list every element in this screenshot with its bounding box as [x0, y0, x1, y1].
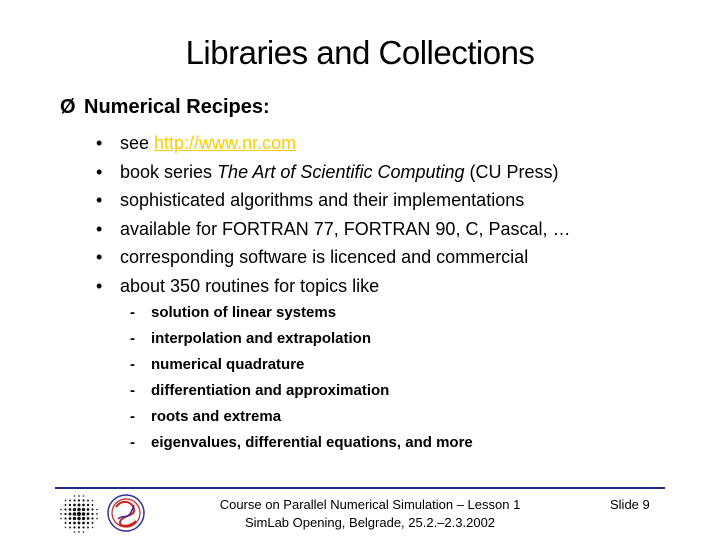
logo-dot [69, 500, 71, 502]
logo-dot [73, 526, 75, 528]
logo-dot [74, 531, 76, 533]
bullet-dot: • [96, 275, 103, 296]
logo-dot [87, 522, 89, 524]
logo-dot [65, 500, 66, 501]
sub-item [130, 430, 473, 456]
footer-line-2: SimLab Opening, Belgrade, 25.2.–2.3.2002 [244, 515, 496, 530]
slide-number: Slide 9 [610, 497, 650, 512]
logo-dot [78, 531, 80, 533]
bullet-text: see [120, 133, 155, 153]
logo-dot [73, 517, 76, 520]
book-title: The Art of Scientific Computing [217, 161, 465, 182]
logo-dot [77, 508, 81, 512]
sub-dash: - [130, 304, 135, 321]
logo-dot [60, 513, 62, 515]
logo-dot [83, 531, 85, 533]
logo-dot [73, 504, 76, 507]
logo-dot [78, 499, 80, 501]
logo-dot [87, 500, 89, 502]
logo-dot [82, 504, 85, 507]
logo-dot [69, 517, 72, 520]
logo-dot [73, 522, 76, 525]
bullet-text: sophisticated algorithms and their implementations [120, 190, 525, 211]
logo-dot [69, 508, 72, 511]
logo-dot [92, 504, 94, 506]
logo-dot [87, 508, 90, 511]
bullet-item [96, 129, 570, 158]
bullet-dot: • [96, 218, 103, 239]
footer-course-info [180, 496, 560, 532]
footer-divider [55, 487, 665, 489]
bullet-list [96, 129, 570, 301]
sub-item-text: numerical quadrature [151, 356, 305, 373]
logo-dot [69, 527, 71, 529]
sub-item-text: roots and extrema [151, 408, 282, 425]
logo-dot [96, 518, 98, 520]
dot-grid-logo-icon [58, 493, 100, 535]
logo-dot [77, 512, 81, 516]
logo-dot [92, 500, 93, 501]
sub-dash: - [130, 330, 135, 347]
sub-item-text: solution of linear systems [151, 304, 337, 321]
sub-item [130, 352, 473, 378]
logo-dot [96, 513, 98, 515]
logo-dot [91, 513, 93, 515]
logo-dot [82, 526, 84, 528]
logo-dot [78, 495, 80, 497]
logo-dot [87, 517, 90, 520]
logo-dot [73, 512, 77, 516]
logo-dot [78, 504, 81, 507]
logo-dot [87, 527, 89, 529]
sub-item-text: eigenvalues, differential equations, and more [151, 434, 473, 451]
nr-link[interactable]: http://www.nr.com [154, 133, 297, 153]
logo-dot [91, 517, 93, 519]
sub-dash: - [130, 434, 135, 451]
logo-dot [92, 522, 94, 524]
logo-dot [78, 526, 80, 528]
sub-dash: - [130, 382, 135, 399]
sub-dash: - [130, 408, 135, 425]
logo-dot [64, 517, 66, 519]
logo-dot [96, 509, 98, 511]
logo-dot [74, 495, 76, 497]
sub-item [130, 404, 473, 430]
sub-item [130, 300, 473, 326]
sub-dash: - [130, 356, 135, 373]
logo-dot [60, 509, 62, 511]
bullet-dot: • [96, 247, 103, 268]
logo-dot [64, 508, 66, 510]
section-heading-text: Numerical Recipes: [84, 96, 270, 118]
logo-dot [87, 504, 89, 506]
logo-dot [83, 495, 85, 497]
bullet-item [96, 158, 570, 187]
section-heading [60, 96, 270, 119]
logo-dot [69, 513, 72, 516]
sub-item [130, 326, 473, 352]
footer-line-1: Course on Parallel Numerical Simulation – Lesson 1 [219, 497, 521, 512]
logo-dot [65, 504, 67, 506]
sub-item [130, 378, 473, 404]
logo-dot [87, 513, 90, 516]
logo-dot [82, 517, 85, 520]
bullet-item [96, 272, 570, 301]
sub-item-text: interpolation and extrapolation [151, 330, 372, 347]
logo-dot [69, 504, 71, 506]
bullet-text: available for FORTRAN 77, FORTRAN 90, C, Pascal, … [120, 218, 571, 239]
logo-dot [65, 522, 67, 524]
logo-dot [73, 499, 75, 501]
bullet-dot: • [96, 190, 103, 211]
logo-dot [92, 527, 93, 528]
logo-dot [64, 513, 66, 515]
bullet-item [96, 215, 570, 244]
bullet-text: book series [120, 161, 218, 182]
logo-dot [69, 522, 71, 524]
logo-dot [73, 508, 76, 511]
logo-dot [82, 508, 85, 511]
simlab-logo-icon [106, 493, 146, 533]
bullet-text: about 350 routines for topics like [120, 275, 380, 296]
bullet-dot: • [96, 161, 103, 182]
sub-list [130, 300, 473, 456]
logo-dot [82, 512, 86, 516]
bullet-dot: • [96, 133, 103, 153]
arrow-bullet-icon: Ø [60, 96, 76, 118]
logo-dot [82, 522, 85, 525]
logo-dot [60, 518, 62, 520]
slide-title: Libraries and Collections [185, 34, 535, 71]
logo-dot [65, 527, 66, 528]
bullet-text-suffix: (CU Press) [464, 161, 559, 182]
logo-dot [77, 517, 81, 521]
bullet-item [96, 186, 570, 215]
logo-dot [82, 499, 84, 501]
bullet-item [96, 243, 570, 272]
logo-dot [91, 508, 93, 510]
sub-item-text: differentiation and approximation [151, 382, 390, 399]
bullet-text: corresponding software is licenced and commercial [120, 247, 529, 268]
logo-dot [78, 522, 81, 525]
